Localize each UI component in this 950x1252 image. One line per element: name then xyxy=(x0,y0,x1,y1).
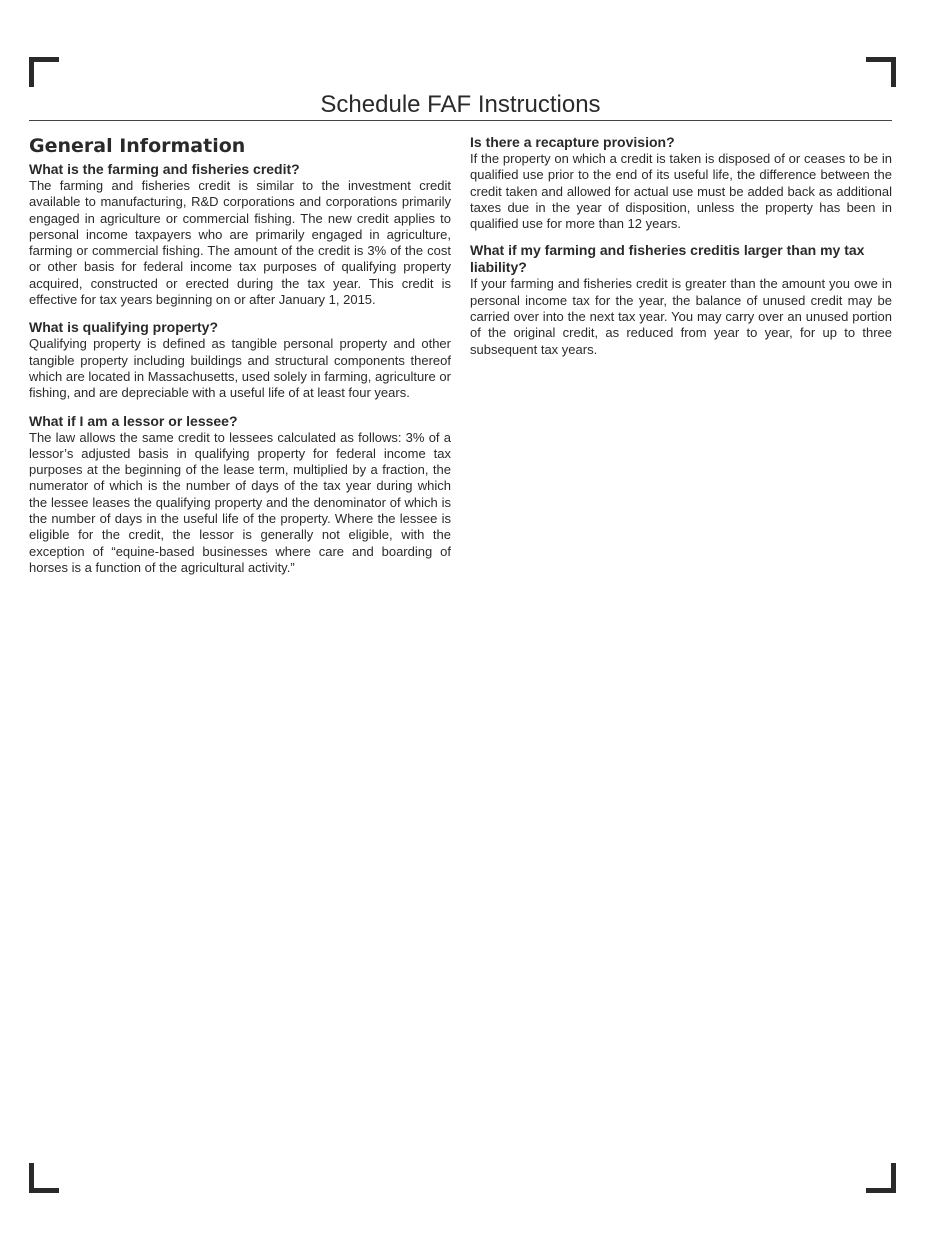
faq-item-recapture xyxy=(470,134,892,232)
faq-item-carryover xyxy=(470,242,892,357)
question-heading: What if I am a lessor or lessee? xyxy=(29,412,238,429)
answer-paragraph: The farming and fisheries credit is similar to the investment credit available to manufacturing, R&D corporations and corporations primarily engaged in agriculture or commercial fishing. The new credit applies to personal income taxpayers who are primarily engaged in agriculture, farming or commercial fishing. The amount of the credit is 3% of the cost or other basis for federal income tax purposes of qualifying property acquired, constructed or erected during the tax year. This credit is effective for tax years beginning on or after January 1, 2015. xyxy=(29,178,451,308)
page-title: Schedule FAF Instructions xyxy=(320,91,601,118)
title-divider xyxy=(29,120,892,121)
crop-mark-top-left xyxy=(29,57,59,87)
right-column xyxy=(470,134,892,358)
faq-item-farming-credit xyxy=(29,161,451,308)
crop-mark-bottom-left xyxy=(29,1163,59,1193)
faq-item-qualifying-property xyxy=(29,319,451,401)
crop-mark-top-right xyxy=(866,57,896,87)
section-heading: General Information xyxy=(29,135,246,157)
left-column xyxy=(29,134,451,576)
answer-paragraph: If your farming and fisheries credit is greater than the amount you owe in personal income tax for the year, the balance of unused credit may be carried over into the next tax year. You may carry over an unused portion of the original credit, as reduced from year to year, for up to three subsequent tax years. xyxy=(470,276,892,357)
answer-paragraph: If the property on which a credit is taken is disposed of or ceases to be in qualified use prior to the end of its useful life, the difference between the credit taken and allowed for actual use must be added back as additional taxes due in the year of disposition, unless the property has been in qualified use for more than 12 years. xyxy=(470,151,892,232)
answer-paragraph: The law allows the same credit to lessees calculated as follows: 3% of a lessor’s adjusted basis in qualifying property for federal income tax purposes at the beginning of the lease term, multiplied by a fraction, the numerator of which is the number of days of the tax year during which the lessee leases the qualifying property and the denominator of which is the number of days in the useful life of the property. Where the lessee is eligible for the credit, the lessor is generally not eligible, with the exception of “equine-based businesses where care and boarding of horses is a function of the agricultural activity.” xyxy=(29,429,451,575)
faq-item-lessor-lessee xyxy=(29,413,451,577)
question-heading: What is the farming and fisheries credit? xyxy=(29,161,300,177)
question-heading: What if my farming and fisheries creditis larger than my tax liability? xyxy=(470,242,865,276)
question-heading: What is qualifying property? xyxy=(29,319,219,336)
crop-mark-bottom-right xyxy=(866,1163,896,1193)
question-heading: Is there a recapture provision? xyxy=(470,134,675,150)
answer-paragraph: Qualifying property is defined as tangible personal property and other tangible property including buildings and structural components thereof which are located in Massachusetts, used solely in farming, agriculture or fishing, and are depreciable with a useful life of at least four years. xyxy=(29,336,451,401)
